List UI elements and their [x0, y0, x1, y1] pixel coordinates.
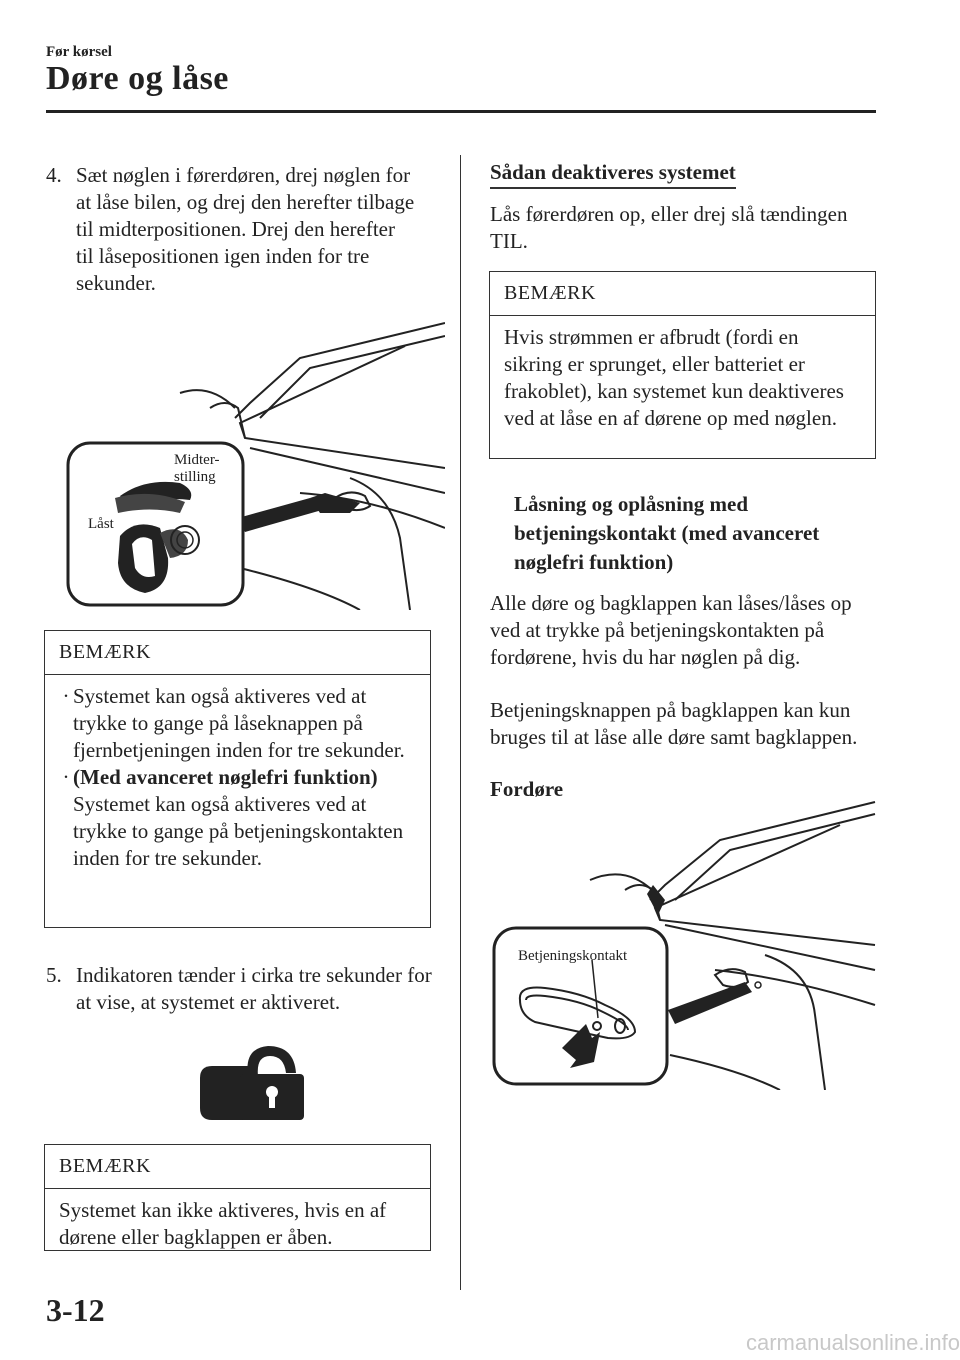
- note-box-3: [489, 271, 876, 459]
- label-center-position: [174, 452, 220, 486]
- note-heading: BEMÆRK: [45, 631, 430, 675]
- deactivate-heading: Sådan deaktiveres systemet: [490, 160, 736, 189]
- note-box-2: [44, 1144, 431, 1251]
- step-4: [46, 162, 416, 297]
- section-label: Før kørsel: [46, 44, 112, 60]
- note-bullet-1-text: Systemet kan også aktiveres ved at trykke to gange på låseknappen på fjernbetjeningen inden for tre sekunder.: [73, 684, 405, 762]
- step-number: 5.: [46, 963, 62, 987]
- door-key-illustration: [60, 318, 445, 610]
- note-text: Systemet kan ikke aktiveres, hvis en af dørene eller bagklappen er åben.: [59, 1198, 387, 1249]
- label-center-line1: Midter-: [174, 452, 220, 468]
- column-divider: [460, 155, 461, 1290]
- paragraph-1: Alle døre og bagklappen kan låses/låses op ved at trykke på betjeningskontakten på fordørene, hvis du har nøglen på dig.: [490, 591, 852, 669]
- label-request-switch: Betjeningskontakt: [518, 948, 628, 964]
- label-center-line2: stilling: [174, 469, 216, 485]
- deactivate-text: Lås førerdøren op, eller drej slå tændingen TIL.: [490, 202, 848, 253]
- step-5: [46, 962, 436, 1016]
- note-heading: BEMÆRK: [490, 272, 875, 316]
- header-rule: [46, 110, 876, 113]
- note-bullet-2-bold: (Med avanceret nøglefri funktion): [73, 765, 378, 789]
- front-door-label: Fordøre: [490, 777, 564, 801]
- step-text: Sæt nøglen i førerdøren, drej nøglen for at låse bilen, og drej den herefter tilbage til midterpositionen. Drej den herefter til låsepositionen igen inden for tre sekunder.: [76, 163, 415, 295]
- note-bullet-1: · Systemet kan også aktiveres ved at trykke to gange på låseknappen på fjernbetjeningen inden for tre sekunder.: [59, 683, 416, 764]
- footer-watermark: carmanualsonline.info: [745, 1330, 960, 1355]
- page-number: 3-12: [46, 1292, 105, 1328]
- label-locked: Låst: [88, 516, 114, 532]
- paragraph-2: Betjeningsknappen på bagklappen kan kun bruges til at låse alle døre samt bagklappen.: [490, 698, 858, 749]
- page-title: Døre og låse: [46, 60, 229, 97]
- request-switch-illustration: [490, 800, 880, 1090]
- step-text: Indikatoren tænder i cirka tre sekunder for at vise, at systemet er aktiveret.: [76, 963, 432, 1014]
- note-bullet-2-text: Systemet kan også aktiveres ved at trykke to gange på betjeningskontakten inden for tre sekunder.: [73, 792, 404, 870]
- note-text: Hvis strømmen er afbrudt (fordi en sikring er sprunget, eller batteriet er frakoblet), kan systemet kun deaktiveres ved at låse en af dørene op med nøglen.: [504, 325, 844, 430]
- security-indicator-icon: [198, 1038, 306, 1120]
- note-box-1: [44, 630, 431, 928]
- deactivate-heading-wrap: [490, 160, 736, 189]
- note-heading: BEMÆRK: [45, 1145, 430, 1189]
- step-number: 4.: [46, 163, 62, 187]
- note-bullet-2: · (Med avanceret nøglefri funktion) Systemet kan også aktiveres ved at trykke to gange på betjeningskontakten inden for tre sekunder.: [62, 765, 404, 870]
- section-subheading: Låsning og oplåsning med betjeningskontakt (med avanceret nøglefri funktion): [514, 492, 820, 574]
